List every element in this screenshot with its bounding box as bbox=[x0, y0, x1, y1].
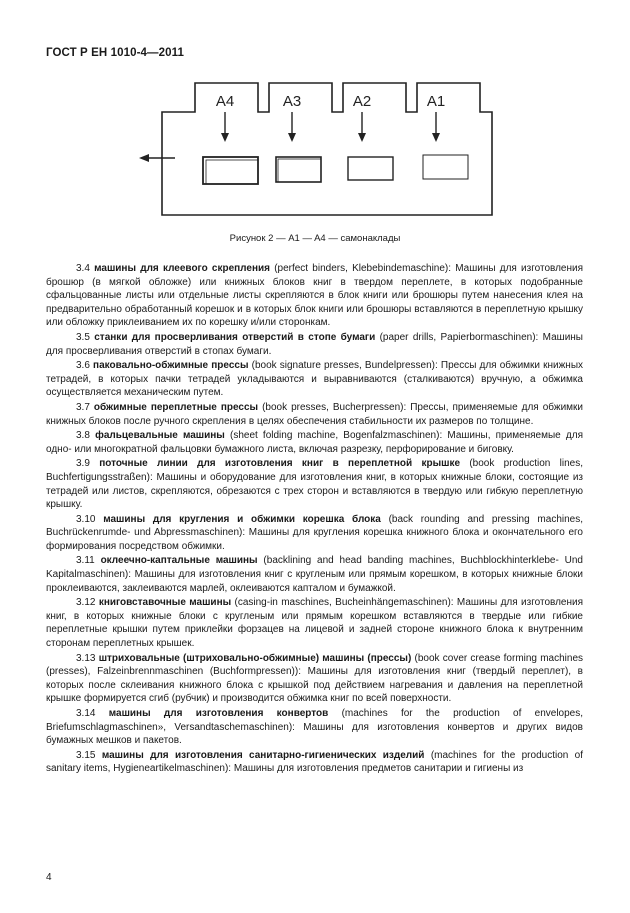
term: книговставочные машины bbox=[98, 597, 232, 609]
term: фальцевальные машины bbox=[95, 430, 225, 442]
definition-text: (machines for the production of envelopes, Briefumschlagmaschinen», Versandtaschemaschinen): Машины для изготовления конвертов и других видов бумажных мешков и пакетов. bbox=[46, 708, 584, 747]
stack-a1 bbox=[423, 155, 468, 179]
term: машины для клеевого скрепления bbox=[94, 263, 270, 274]
clause-number: 3.4 bbox=[76, 263, 90, 274]
definition-paragraph bbox=[46, 401, 583, 428]
body-text bbox=[46, 262, 583, 777]
feeder-label-a3: A3 bbox=[282, 93, 302, 110]
definition-text: (paper drills, Papierbormaschinen): Машины для просверливания отверстий в стопах бумаги. bbox=[46, 331, 583, 357]
definition-text: (book signature presses, Bundelpressen): Прессы для обжимки книжных тетрадей, в которых пачки тетрадей укладываются и выравниваются (сталкиваются) вручную, а обжимка осуществляется механическим путем. bbox=[46, 360, 584, 399]
figure-feeders-diagram bbox=[0, 0, 630, 260]
term: машины для изготовления конвертов bbox=[108, 708, 329, 719]
clause-number: 3.14 bbox=[76, 708, 96, 719]
definition-paragraph bbox=[46, 652, 583, 706]
clause-number: 3.7 bbox=[76, 401, 90, 413]
arrow-down-a1-head bbox=[432, 133, 440, 142]
definition-paragraph bbox=[46, 513, 583, 554]
clause-number: 3.12 bbox=[76, 597, 96, 609]
term: поточные линии для изготовления книг в переплетной крышке bbox=[99, 458, 461, 470]
definition-paragraph bbox=[46, 596, 583, 650]
clause-number: 3.5 bbox=[76, 331, 90, 343]
feeder-label-a2: A2 bbox=[352, 93, 372, 110]
definition-paragraph bbox=[46, 749, 583, 776]
clause-number: 3.6 bbox=[76, 360, 90, 372]
clause-number: 3.11 bbox=[76, 555, 95, 567]
term: штриховальные (штриховально-обжимные) машины (прессы) bbox=[98, 652, 412, 664]
page-number: 4 bbox=[46, 872, 52, 883]
feeder-label-a1: A1 bbox=[426, 93, 446, 110]
definition-paragraph bbox=[46, 429, 583, 456]
feeder-label-a4: A4 bbox=[215, 93, 235, 110]
definition-paragraph bbox=[46, 457, 583, 511]
term: машины для кругления и обжимки корешка блока bbox=[103, 513, 381, 525]
definition-paragraph bbox=[46, 359, 583, 400]
clause-number: 3.9 bbox=[76, 458, 90, 470]
document-header: ГОСТ Р ЕН 1010-4—2011 bbox=[46, 47, 184, 59]
definition-paragraph bbox=[46, 707, 583, 748]
definition-text: (book cover crease forming machines (presses), Falzeinbrennmaschinen (Buchformpressen)): Машины для изготовления книг (твердый переплет), в которых после склеивания книжного блока с крышкой под действием нагревания и давления на переплетной крышке формируется сгиб (рубчик) и производится обжимка книг по всей поверхности. bbox=[46, 652, 583, 705]
clause-number: 3.15 bbox=[76, 749, 96, 761]
definition-text: (perfect binders, Klebebindemaschine): Машины для изготовления брошюр (в мягкой обложке) или книжных блоков книг в твердом переплете, в которых подобранные сфальцованные листы или отдельные листы скрепляются в блок книги или брошюры путем нанесения клея на предварительно обработанный корешок и в которых блок книги или брошюры вставляются в переплетную крышку или обложку приклеиванием их по корешку и/или сторонкам. bbox=[46, 263, 584, 329]
stack-a4 bbox=[203, 157, 258, 184]
stack-a3 bbox=[276, 157, 321, 182]
arrow-down-a3-head bbox=[288, 133, 296, 142]
stack-a2 bbox=[348, 157, 393, 180]
clause-number: 3.8 bbox=[76, 430, 90, 442]
definition-text: (sheet folding machine, Bogenfalzmaschinen): Машины, применяемые для одно- или многократной фальцовки бумажного листа, включая разрезку, перфорирование и биговку. bbox=[46, 430, 583, 455]
term: паковально-обжимные прессы bbox=[93, 360, 249, 372]
term: машины для изготовления санитарно-гигиенических изделий bbox=[101, 749, 425, 761]
definition-text: (casing-in maschines, Bucheinhängemaschinen): Машины для изготовления книг, в которых книжные блоки с кругленым или прямым корешком вставляются в твердые или гибкие переплетные крышки путем приклейки форзацев на лицевой и задней стороне книжного блока к внутренним сторонам переплетных крышек. bbox=[46, 597, 584, 650]
definition-text: (book production lines, Buchfertigungsstraßen): Машины и оборудование для изготовления книг, в которых книжные блоки, состоящие из тетрадей или листов, скрепляются, обрезаются с трех сторон и вставляются в твердую или гибкую переплетную крышку. bbox=[46, 458, 583, 511]
clause-number: 3.10 bbox=[76, 513, 96, 525]
definition-text: (back rounding and pressing machines, Buchrückenrumde- und Abpressmaschinen): Машины для кругления корешка книжного блока и окончательного его формирования посредством обжимки. bbox=[46, 513, 583, 552]
clause-number: 3.13 bbox=[76, 652, 96, 664]
definition-paragraph bbox=[46, 262, 583, 330]
definition-paragraph bbox=[46, 331, 583, 358]
output-arrow-head bbox=[139, 154, 149, 162]
definition-text: (machines for the production of sanitary items, Hygieneartikelmaschinen): Машины для изготовления предметов санитарии и гигиены из bbox=[46, 749, 584, 775]
definition-text: (backlining and head banding machines, Buchblockhinterklebe- Und Kapitalmaschinen): Машины для изготовления книг с кругленым или прямым корешком, в которых книжные блоки проклеиваются, заклеиваются марлей, оклеиваются капталом и бумажкой. bbox=[46, 555, 583, 594]
term: оклеечно-каптальные машины bbox=[100, 555, 258, 567]
arrow-down-a4-head bbox=[221, 133, 229, 142]
term: обжимные переплетные прессы bbox=[93, 401, 259, 413]
term: станки для просверливания отверстий в стопе бумаги bbox=[94, 331, 376, 343]
definition-text: (book presses, Bucherpressen): Прессы, применяемые для обжимки книжных блоков после ручного скрепления в целях обеспечения стабильности их размеров по толщине. bbox=[46, 401, 583, 427]
arrow-down-a2-head bbox=[358, 133, 366, 142]
definition-paragraph bbox=[46, 554, 583, 595]
figure-caption: Рисунок 2 — A1 — A4 — самонаклады bbox=[229, 233, 401, 244]
